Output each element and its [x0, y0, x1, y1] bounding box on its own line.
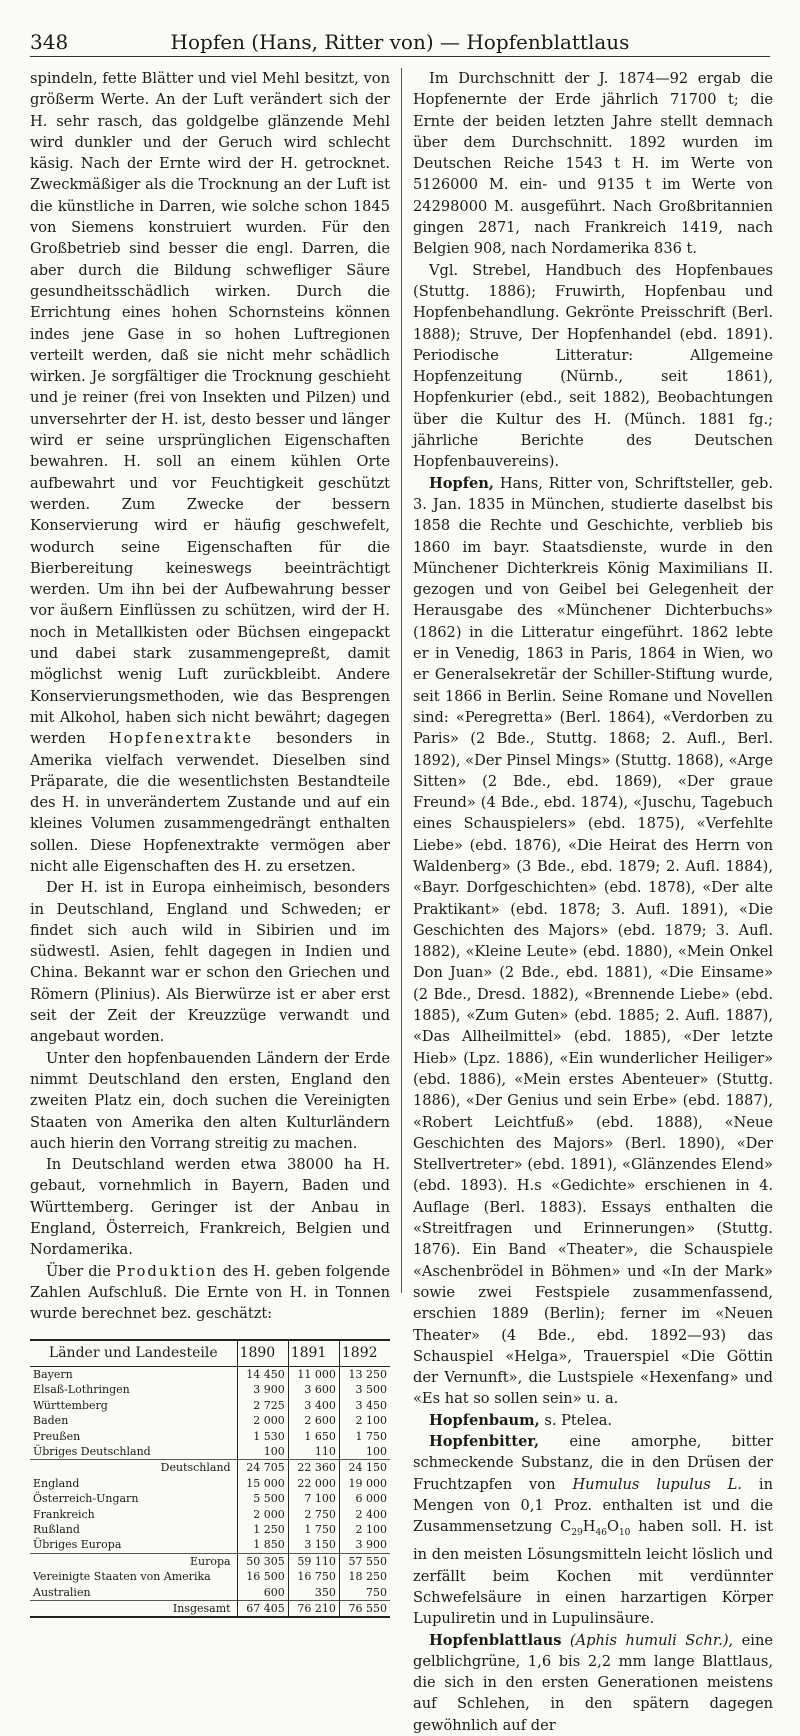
- table-row: [30, 1601, 390, 1618]
- table-row: [30, 1537, 390, 1553]
- table-row: [30, 1398, 390, 1413]
- paragraph: Unter den hopfenbauenden Ländern der Erde nimmt Deutschland den ersten, England den zweiten Platz ein, doch suchen die Vereinigten Staaten von Amerika den alten Kulturländern auch hierin den Vorrang streitig zu machen.: [30, 1049, 390, 1152]
- formula-element: C: [560, 1518, 572, 1536]
- table-cell: 16 500: [237, 1569, 288, 1584]
- row-label: Rußland: [33, 1522, 80, 1536]
- page-number: 348: [30, 30, 69, 54]
- table-cell: 2 750: [288, 1507, 339, 1522]
- formula-element: H: [582, 1518, 596, 1536]
- table-cell: 2 000: [237, 1413, 288, 1428]
- paragraph: In Deutschland werden etwa 38000 ha H. gebaut, vornehmlich in Bayern, Baden und Württemberg. Geringer ist der Anbau in England, Österreich, Frankreich, Belgien und Nordamerika.: [30, 1156, 390, 1259]
- table-cell: 2 600: [288, 1413, 339, 1428]
- table-row: [30, 1585, 390, 1601]
- paragraph: Der H. ist in Europa einheimisch, besonders in Deutschland, England und Schweden; er findet sich auch wild in Sibirien und im südwestl. Asien, fehlt dagegen in Indien und China. Bekannt war er schon den Griechen und Römern (Plinius). Als Bierwürze ist er aber erst seit der Zeit der Kreuzzüge verwandt und angebaut worden.: [30, 879, 390, 1046]
- table-row: [30, 1476, 390, 1491]
- spaced-term: Hopfenextrakte: [108, 730, 253, 748]
- table-cell: 18 250: [339, 1569, 390, 1584]
- table-cell: 22 360: [288, 1460, 339, 1476]
- row-label: Übriges Europa: [33, 1538, 122, 1552]
- text: spindeln, fette Blätter und viel Mehl besitzt, von größerm Werte. An der Luft verändert sich der H. sehr rasch, das goldgelbe glänzende Mehl wird dunkler und der Geruch wird schlecht käsig. Nach der Ernte wird der H. getrocknet. Zweckmäßiger als die Trocknung an der Luft ist die künstliche in Darren, wie solche schon 1845 von Siemens konstruiert wurden. Für den Großbetrieb sind besser die engl. Darren, die aber durch die Bildung schwefliger Säure gesundheitsschädlich wirken. Durch die Errichtung eines hohen Schornsteins können indes jene Gase in so hohen Luftregionen verteilt werden, daß sie nicht mehr schädlich wirken. Je sorgfältiger die Trocknung geschieht und je reiner (frei von Insekten und Pilzen) und unversehrter der H. ist, desto besser und länger wird er seine ursprünglichen Eigenschaften bewahren. H. soll an einem kühlen Orte aufbewahrt und vor Feuchtigkeit geschützt werden. Zum Zwecke der bessern Konservierung wird er häufig geschwefelt, wodurch seine Eigenschaften für die Bierbereitung keineswegs beeinträchtigt werden. Um ihn bei der Aufbewahrung besser vor äußern Einflüssen zu schützen, wird der H. noch in Metallkisten oder Büchsen eingepackt und dabei stark zusammengepreßt, damit möglichst wenig Luft zurückbleibt. Andere Konservierungsmethoden, wie das Besprengen mit Alkohol, haben sich nicht bewährt; dagegen werden: [30, 70, 390, 748]
- table-cell: 67 405: [237, 1601, 288, 1618]
- table-cell: 11 000: [288, 1366, 339, 1382]
- table-cell: 19 000: [339, 1476, 390, 1491]
- table-cell: 3 400: [288, 1398, 339, 1413]
- row-label: Bayern: [33, 1367, 73, 1381]
- row-label: Australien: [33, 1585, 91, 1599]
- formula-element: O: [606, 1518, 619, 1536]
- table-cell: 1 250: [237, 1522, 288, 1537]
- formula-index: 46: [595, 1528, 607, 1539]
- formula-index: 10: [618, 1528, 631, 1539]
- table-header-row: [30, 1340, 390, 1367]
- table-cell: 24 150: [339, 1460, 390, 1476]
- entry-hopfen: [413, 473, 773, 1410]
- page-header: [30, 30, 770, 57]
- table-cell: 16 750: [288, 1569, 339, 1584]
- row-label: Vereinigte Staaten von Amerika: [33, 1570, 211, 1584]
- text: eine gelblichgrüne, 1,6 bis 2,2 mm lange Blattlaus, die sich in den ersten Generationen meistens auf Schlehen, in den spätern dagegen gewöhnlich auf der: [413, 1631, 773, 1734]
- table-cell: 50 305: [237, 1553, 288, 1569]
- table-cell: 2 725: [237, 1398, 288, 1413]
- column-divider: [401, 68, 402, 1293]
- table-row: [30, 1460, 390, 1476]
- column-header: 1890: [237, 1340, 288, 1367]
- formula-index: 29: [571, 1528, 583, 1539]
- text: in Mengen von 0,1 Proz. enthalten ist und die Zusammensetzung: [413, 1475, 773, 1536]
- table-cell: 14 450: [237, 1366, 288, 1382]
- table-cell: 22 000: [288, 1476, 339, 1491]
- table-row: [30, 1522, 390, 1537]
- table-body: [30, 1366, 390, 1617]
- table-cell: 3 900: [339, 1537, 390, 1553]
- table-cell: 3 500: [339, 1382, 390, 1397]
- row-label: Frankreich: [33, 1507, 95, 1521]
- table-row: [30, 1413, 390, 1428]
- text: Über die: [46, 1262, 111, 1280]
- table-cell: 7 100: [288, 1491, 339, 1506]
- text: des H. geben folgende Zahlen Aufschluß. Die Ernte von H. in Tonnen wurde berechnet bez. geschätzt:: [30, 1262, 390, 1323]
- table-cell: 1 530: [237, 1429, 288, 1444]
- table-row: [30, 1507, 390, 1522]
- table-cell: 100: [237, 1444, 288, 1460]
- row-label: Baden: [33, 1414, 69, 1428]
- column-header: 1892: [339, 1340, 390, 1367]
- entry-hopfenbitter: [413, 1431, 773, 1630]
- table-cell: 57 550: [339, 1553, 390, 1569]
- row-label: Österreich-Ungarn: [33, 1492, 139, 1506]
- table-cell: 2 100: [339, 1522, 390, 1537]
- table-cell: 5 500: [237, 1491, 288, 1506]
- table-cell: 6 000: [339, 1491, 390, 1506]
- table-cell: 76 210: [288, 1601, 339, 1618]
- text: besonders in Amerika vielfach verwendet. Dieselben sind Präparate, die die wesentlichsten Bestandteile des H. in unverändertem Zustande und auf ein kleines Volumen zusammengedrängt enthalten sollen. Diese Hopfenextrakte vermögen aber nicht alle Eigenschaften des H. zu ersetzen.: [30, 730, 391, 875]
- paragraph: [30, 68, 390, 877]
- headword: Hopfenblattlaus: [429, 1631, 562, 1649]
- production-table: [30, 1339, 390, 1619]
- table-row: [30, 1382, 390, 1397]
- row-label: Insgesamt: [30, 1601, 237, 1618]
- spaced-term: Produktion: [115, 1262, 218, 1280]
- table-cell: 15 000: [237, 1476, 288, 1491]
- latin-name: Humulus lupulus L.: [572, 1475, 742, 1493]
- row-label: Europa: [30, 1553, 237, 1569]
- right-column: [413, 68, 773, 1736]
- table-cell: 1 850: [237, 1537, 288, 1553]
- headword: Hopfenbitter,: [429, 1433, 540, 1450]
- table-cell: 2 100: [339, 1413, 390, 1428]
- paragraph: Im Durchschnitt der J. 1874—92 ergab die Hopfenernte der Erde jährlich 71700 t; die Ernte der beiden letzten Jahre stellt demnach über dem Durchschnitt. 1892 wurden im Deutschen Reiche 1543 t H. im Werte von 5126000 M. ein- und 9135 t im Werte von 24298000 M. ausgeführt. Nach Großbritannien gingen 2871, nach Frankreich 1419, nach Belgien 908, nach Nordamerika 836 t.: [413, 70, 773, 258]
- table-row: [30, 1429, 390, 1444]
- table-cell: 1 750: [288, 1522, 339, 1537]
- entry-hopfenblattlaus: [413, 1630, 773, 1736]
- entry-hopfenbaum: [413, 1410, 773, 1431]
- column-header: 1891: [288, 1340, 339, 1367]
- table-cell: 750: [339, 1585, 390, 1601]
- left-column: [30, 68, 390, 1618]
- headword: Hopfenbaum,: [429, 1411, 540, 1429]
- paragraph: Vgl. Strebel, Handbuch des Hopfenbaues (Stuttg. 1886); Fruwirth, Hopfenbau und Hopfenbehandlung. Gekrönte Preisschrift (Berl. 1888); Struve, Der Hopfenhandel (ebd. 1891). Periodische Litteratur: Allgemeine Hopfenzeitung (Nürnb., seit 1861), Hopfenkurier (ebd., seit 1882), Beobachtungen über die Kultur des H. (Münch. 1881 fg.; jährliche Berichte des Deutschen Hopfenbauvereins).: [413, 261, 773, 471]
- table-cell: 2 000: [237, 1507, 288, 1522]
- row-label: Preußen: [33, 1429, 81, 1443]
- table-row: [30, 1491, 390, 1506]
- table-cell: 76 550: [339, 1601, 390, 1618]
- table-cell: 3 450: [339, 1398, 390, 1413]
- table-cell: 3 900: [237, 1382, 288, 1397]
- text: s. Ptelea.: [544, 1411, 613, 1429]
- table-cell: 59 110: [288, 1553, 339, 1569]
- table-row: [30, 1553, 390, 1569]
- table-cell: 3 150: [288, 1537, 339, 1553]
- column-header: Länder und Landesteile: [30, 1340, 237, 1367]
- text: Hans, Ritter von, Schriftsteller, geb. 3. Jan. 1835 in München, studierte daselbst bis 1858 die Rechte und Geschichte, verblieb bis 1860 im bayr. Staatsdienste, wurde in den Münchener Dichterkreis König Maximilians II. gezogen und von Geibel bei Gelegenheit der Herausgabe des «Münchener Dichterbuchs» (1862) in die Litteratur eingeführt. 1862 lebte er in Venedig, 1863 in Paris, 1864 in Wien, wo er Generalsekretär der Schiller-Stiftung wurde, seit 1866 in Berlin. Seine Romane und Novellen sind: «Peregretta» (Berl. 1864), «Verdorben zu Paris» (2 Bde., Stuttg. 1868; 2. Aufl., Berl. 1892), «Der Pinsel Mings» (Stuttg. 1868), «Arge Sitten» (2 Bde., ebd. 1869), «Der graue Freund» (4 Bde., ebd. 1874), «Juschu, Tagebuch eines Schauspielers» (ebd. 1875), «Verfehlte Liebe» (ebd. 1876), «Die Heirat des Herrn von Waldenberg» (3 Bde., ebd. 1879; 2. Aufl. 1884), «Bayr. Dorfgeschichten» (ebd. 1878), «Der alte Praktikant» (ebd. 1878; 3. Aufl. 1891), «Die Geschichten des Majors» (ebd. 1879; 3. Aufl. 1882), «Kleine Leute» (ebd. 1880), «Mein Onkel Don Juan» (2 Bde., ebd. 1881), «Die Einsame» (2 Bde., Dresd. 1882), «Brennende Liebe» (ebd. 1885), «Zum Guten» (ebd. 1885; 2. Aufl. 1887), «Das Allheilmittel» (ebd. 1885), «Der letzte Hieb» (Lpz. 1886), «Ein wunderlicher Heiliger» (ebd. 1886), «Mein erstes Abenteuer» (Stuttg. 1886), «Der Genius und sein Erbe» (ebd. 1887), «Robert Leichtfuß» (ebd. 1888), «Neue Geschichten des Majors» (Berl. 1890), «Der Stellvertreter» (ebd. 1891), «Glänzendes Elend» (ebd. 1893). H.s «Gedichte» erschienen in 4. Auflage (Berl. 1883). Essays enthalten die «Streitfragen und Erinnerungen» (Stuttg. 1876). Ein Band «Theater», die Schauspiele «Aschenbrödel in Böhmen» und «In der Mark» sowie zwei Festspiele zusammenfassend, erschien 1889 (Berlin); ferner im «Neuen Theater» (4 Bde., ebd. 1892—93) das Schauspiel «Helga», Trauerspiel «Die Göttin der Vernunft», die Lustspiele «Hexenfang» und «Es hat so sollen sein» u. a.: [413, 474, 773, 1408]
- table-cell: 24 705: [237, 1460, 288, 1476]
- table-cell: 2 400: [339, 1507, 390, 1522]
- table-cell: 13 250: [339, 1366, 390, 1382]
- table-cell: 600: [237, 1585, 288, 1601]
- row-label: England: [33, 1476, 80, 1490]
- table-cell: 1 750: [339, 1429, 390, 1444]
- table-cell: 100: [339, 1444, 390, 1460]
- running-title: Hopfen (Hans, Ritter von) — Hopfenblattlaus: [170, 30, 630, 54]
- table-row: [30, 1444, 390, 1460]
- table-cell: 1 650: [288, 1429, 339, 1444]
- paragraph: [30, 1261, 390, 1325]
- table-cell: 3 600: [288, 1382, 339, 1397]
- latin-name: (Aphis humuli Schr.),: [569, 1631, 734, 1649]
- headword: Hopfen,: [429, 474, 494, 492]
- text: haben soll. H. ist in den meisten Lösungsmitteln leicht löslich und zerfällt beim Kochen mit verdünnter Schwefelsäure in einen harzartigen Körper Lupuliretin und in Lupulinsäure.: [413, 1518, 774, 1628]
- row-label: Deutschland: [30, 1460, 237, 1476]
- table-cell: 350: [288, 1585, 339, 1601]
- table-cell: 110: [288, 1444, 339, 1460]
- text: eine amorphe, bitter schmeckende Substanz, die in den Drüsen der Fruchtzapfen von: [413, 1433, 774, 1493]
- chemical-formula: [560, 1518, 631, 1539]
- row-label: Übriges Deutschland: [33, 1444, 151, 1458]
- row-label: Elsaß-Lothringen: [33, 1383, 130, 1397]
- row-label: Württemberg: [33, 1398, 108, 1412]
- table-row: [30, 1366, 390, 1382]
- table-row: [30, 1569, 390, 1584]
